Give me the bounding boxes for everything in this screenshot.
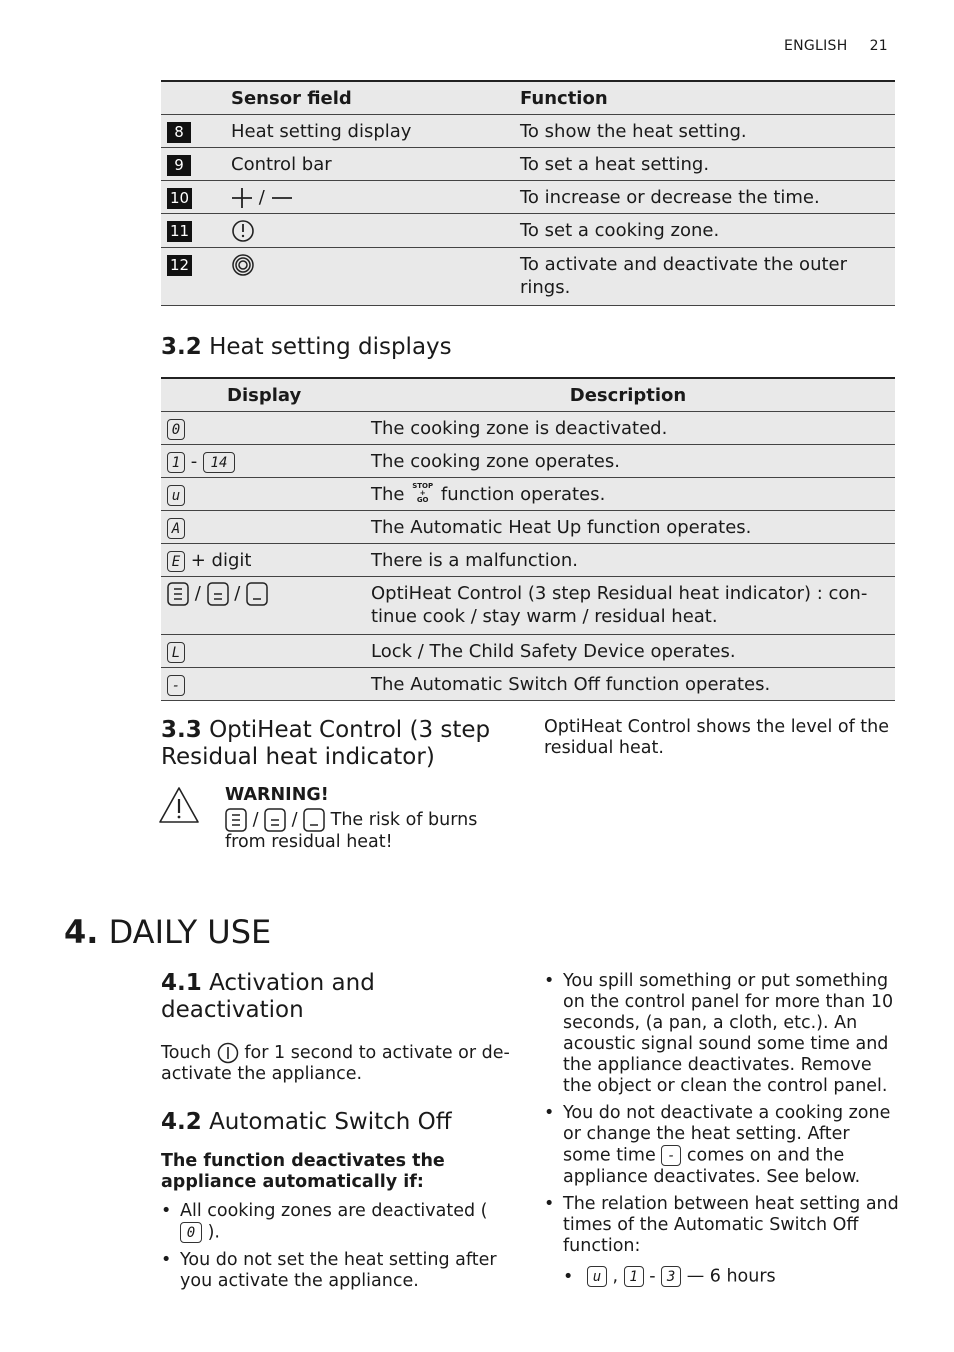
description-text: The [371,484,405,505]
table-row [161,511,895,544]
chapter-heading: 4. DAILY USE [64,913,272,951]
list-item: • The relation between heat setting and times of the Automatic Switch Off function: [544,1194,899,1257]
switch-off-lead: The function deactivates the appliance automatically if: [161,1151,445,1192]
outer-ring-icon [231,253,255,277]
display-symbol: - [167,675,185,696]
function-text: To set a heat setting. [514,148,895,181]
residual-heat-3-icon [225,808,247,832]
switch-off-list-right [544,971,899,1263]
description-text: The cooking zone is deactivated. [361,412,895,445]
display-symbol: u [167,485,185,506]
sensor-field-table [161,80,895,306]
slash-separator: / [258,187,265,208]
table-row [161,115,895,148]
col-sensor-field: Sensor field [225,81,514,115]
col-display: Display [161,378,361,412]
col-function: Function [514,81,895,115]
table-row [161,544,895,577]
display-symbol: 3 [661,1266,681,1287]
display-symbol: A [167,518,185,539]
display-symbol: L [167,642,185,663]
page-header [762,38,888,54]
plus-digit: + digit [190,550,252,571]
sub-list-item: • u , 1 - 3 — 6 hours [563,1266,776,1287]
display-symbol: 0 [167,419,185,440]
description-text: There is a malfunction. [361,544,895,577]
list-item: • You spill something or put something on the control panel for more than 10 seconds, (a pan, a cloth, etc.). An acoustic signal sound some time and the appliance deactivates. Remove the object or clean the control panel. [544,971,899,1097]
sensor-field: Heat setting display [225,115,514,148]
list-item: • All cooking zones are deactivated ( 0 ). [161,1201,511,1244]
page-number: 21 [869,38,888,54]
function-text: To activate and deactivate the outer rings. [514,248,895,306]
display-symbol: E [167,551,185,572]
col-description: Description [361,378,895,412]
table-row [161,248,895,306]
section-heading-3-3: 3.3 OptiHeat Control (3 step Residual heat indicator) [161,717,491,770]
residual-heat-1-icon [246,582,268,606]
function-text: To show the heat setting. [514,115,895,148]
table-row [161,478,895,511]
warning-text-block: / / The risk of burns from residual heat! [225,810,478,852]
display-symbol: 14 [203,452,235,473]
list-item: • You do not deactivate a cooking zone or change the heat setting. After some time - comes on and the appliance deactivates. See below. [544,1103,899,1188]
residual-heat-2-icon [264,808,286,832]
table-row [161,181,895,214]
description-text: function operates. [440,484,606,505]
row-number: 10 [167,188,192,209]
table-row [161,668,895,701]
on-off-icon [217,1042,239,1064]
function-text: To increase or decrease the time. [514,181,895,214]
optiheat-description: OptiHeat Control shows the level of the residual heat. [544,717,890,758]
duration-text: — 6 hours [686,1266,776,1287]
plus-icon [231,187,253,209]
row-number: 12 [167,255,192,276]
section-heading-4-1: 4.1 Activation and deactivation [161,970,375,1023]
description-text: The cooking zone operates. [361,445,895,478]
residual-heat-2-icon [207,582,229,606]
display-symbol: 1 [624,1266,644,1287]
list-item: • You do not set the heat setting after you activate the appliance. [161,1250,511,1292]
description-text: OptiHeat Control (3 step Residual heat indicator) : con-tinue cook / stay warm / residual heat. [361,577,895,635]
description-text: The Automatic Switch Off function operates. [361,668,895,701]
row-number: 11 [167,221,192,242]
section-heading-4-2: 4.2 Automatic Switch Off [161,1109,452,1135]
sensor-field: Control bar [225,148,514,181]
warning-icon [158,786,200,824]
residual-heat-1-icon [303,808,325,832]
table-row [161,445,895,478]
table-row [161,148,895,181]
row-number: 8 [167,122,191,143]
language-label: ENGLISH [783,38,848,54]
residual-heat-3-icon [167,582,189,606]
description-text: Lock / The Child Safety Device operates. [361,635,895,668]
range-dash: - [190,451,198,472]
table-row [161,635,895,668]
heat-setting-table [161,377,895,701]
activation-text: Touch for 1 second to activate or de-activate the appliance. [161,1043,510,1084]
display-symbol: - [661,1145,681,1166]
warning-text: The risk of burns from residual heat! [225,810,478,852]
function-text: To set a cooking zone. [514,214,895,248]
display-symbol: u [587,1266,607,1287]
description-text: The Automatic Heat Up function operates. [361,511,895,544]
row-number: 9 [167,155,191,176]
table-row [161,412,895,445]
table-row [161,214,895,248]
table-row: / / OptiHeat Control (3 step Residual heat indicator) : con-tinue cook / stay warm / residual heat. [161,577,895,635]
stop-go-icon: STOP + GO [412,481,434,504]
display-symbol: 1 [167,452,185,473]
switch-off-list-left [161,1201,511,1298]
section-heading-3-2: 3.2 Heat setting displays [161,334,452,360]
display-symbol: 0 [180,1222,202,1243]
timer-icon [231,219,255,243]
warning-label: WARNING! [225,785,329,805]
minus-icon [271,187,293,209]
